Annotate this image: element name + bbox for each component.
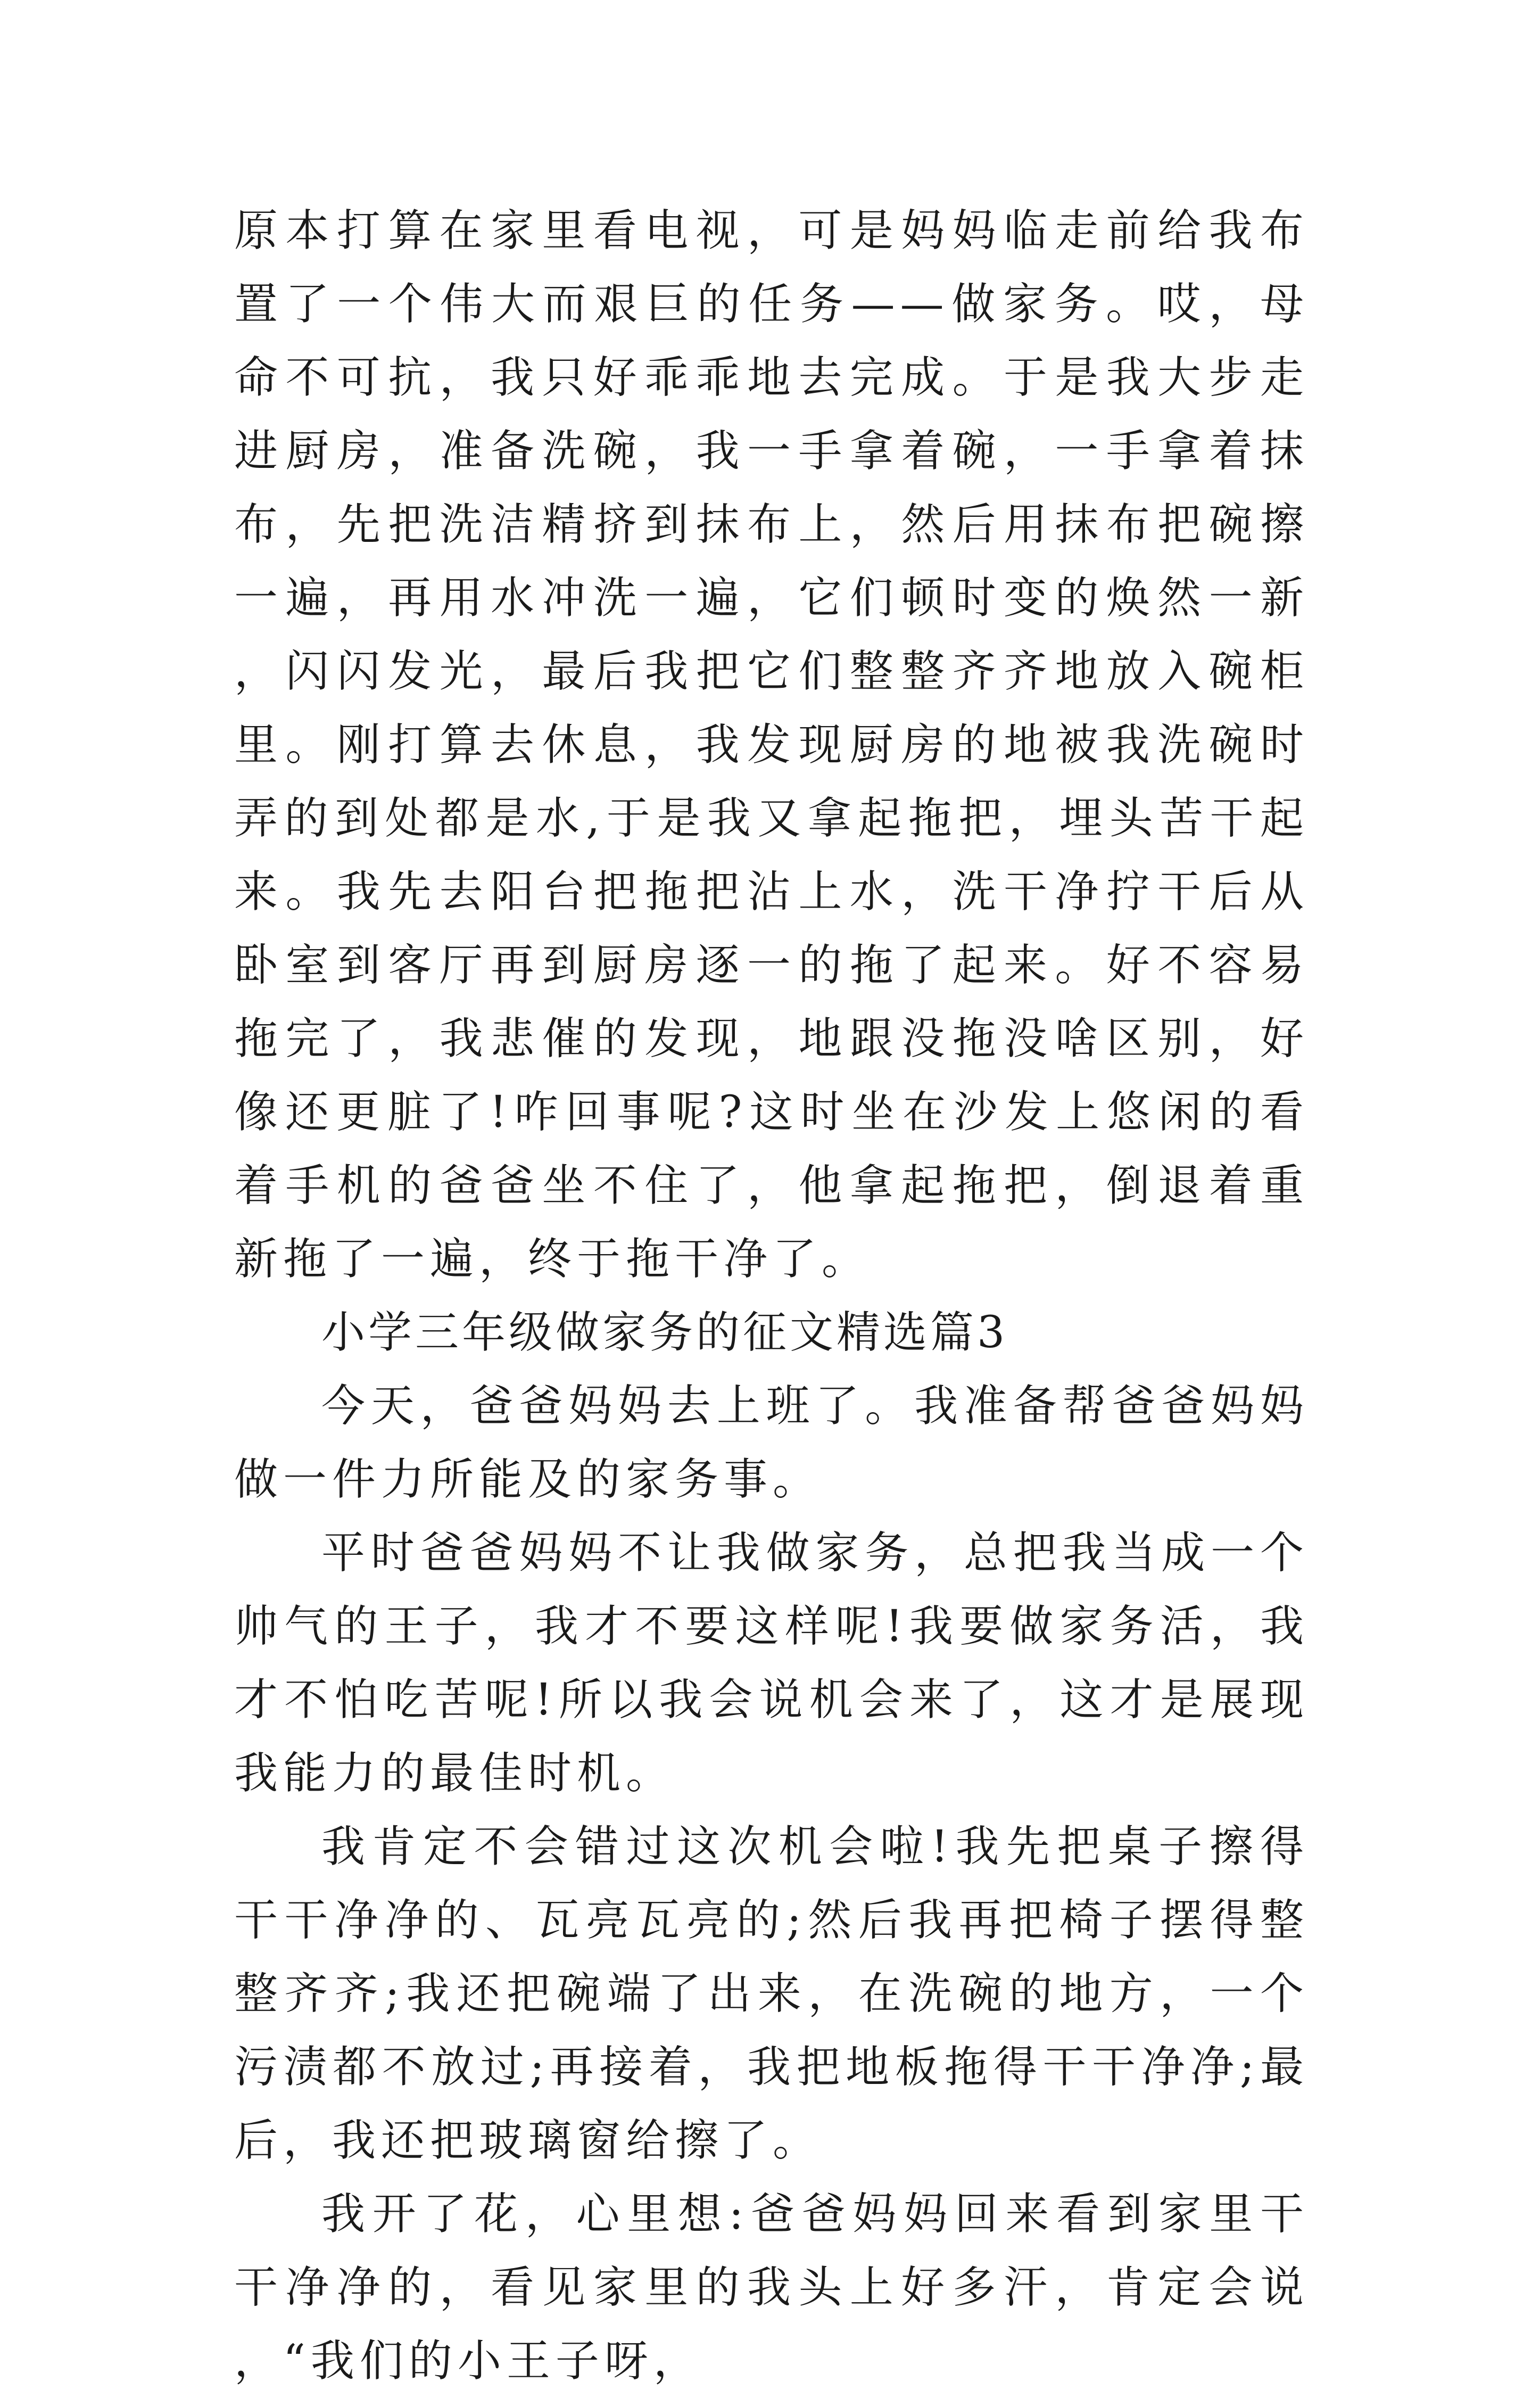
- paragraph: 我开了花，心里想:爸爸妈妈回来看到家里干干净净的，看见家里的我头上好多汗，肯定会说，“我们的小王子呀，: [234, 2189, 1309, 2386]
- paragraph: 今天，爸爸妈妈去上班了。我准备帮爸爸妈妈做一件力所能及的家务事。: [234, 1381, 1309, 1505]
- paragraph: 平时爸爸妈妈不让我做家务，总把我当成一个帅气的王子，我才不要这样呢!我要做家务活，我才不怕吃苦呢!所以我会说机会来了，这才是展现我能力的最佳时机。: [234, 1528, 1309, 1799]
- paragraph: 我肯定不会错过这次机会啦!我先把桌子擦得干干净净的、瓦亮瓦亮的;然后我再把椅子摆得整整齐齐;我还把碗端了出来，在洗碗的地方，一个污渍都不放过;再接着，我把地板拖得干干净净;最后，我还把玻璃窗给擦了。: [234, 1822, 1309, 2166]
- paragraph-continued: 原本打算在家里看电视，可是妈妈临走前给我布置了一个伟大而艰巨的任务——做家务。哎，母命不可抗，我只好乖乖地去完成。于是我大步走进厨房，准备洗碗，我一手拿着碗，一手拿着抹布，先把洗洁精挤到抹布上，然后用抹布把碗擦一遍，再用水冲洗一遍，它们顿时变的焕然一新，闪闪发光，最后我把它们整整齐齐地放入碗柜里。刚打算去休息，我发现厨房的地被我洗碗时弄的到处都是水,于是我又拿起拖把，埋头苦干起来。我先去阳台把拖把沾上水，洗干净拧干后从卧室到客厅再到厨房逐一的拖了起来。好不容易拖完了，我悲催的发现，地跟没拖没啥区别，好像还更脏了!咋回事呢?这时坐在沙发上悠闲的看着手机的爸爸坐不住了，他拿起拖把，倒退着重新拖了一遍，终于拖干净了。: [234, 205, 1309, 1284]
- document-body: [234, 194, 1309, 2398]
- section-title: 小学三年级做家务的征文精选篇3: [321, 1307, 1008, 1358]
